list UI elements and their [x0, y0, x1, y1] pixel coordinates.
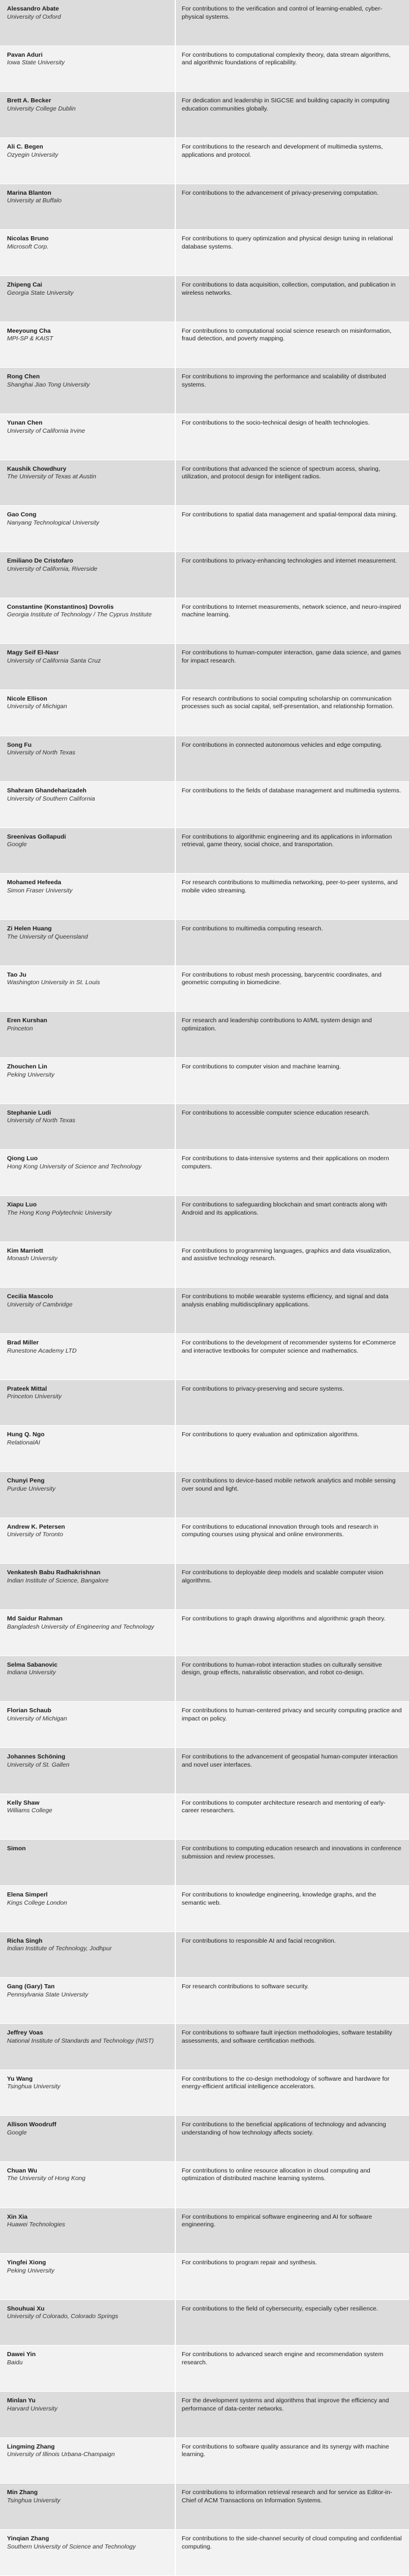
fellow-citation: For contributions to Internet measurements, network science, and neuro-inspired machine learning. — [182, 603, 401, 619]
fellow-affiliation: University at Buffalo — [7, 197, 62, 205]
fellow-affiliation: Southern University of Science and Technology — [7, 2543, 136, 2550]
fellow-citation: For contributions to privacy-enhancing technologies and internet measurement. — [182, 557, 397, 564]
fellow-affiliation: MPI-SP & KAIST — [7, 335, 53, 343]
fellow-name-cell — [0, 828, 176, 874]
fellow-citation: For research contributions to social computing scholarship on communication processes such as social capital, self-presentation, and relationship formation. — [182, 695, 394, 711]
fellow-name: Magy Seif El-Nasr — [7, 649, 59, 657]
fellow-row — [0, 874, 409, 920]
fellow-name-cell — [0, 2208, 176, 2254]
fellow-row — [0, 782, 409, 828]
fellow-name-cell — [0, 1794, 176, 1840]
fellow-affiliation: University of Southern California — [7, 795, 95, 802]
fellow-name-cell — [0, 414, 176, 460]
fellow-row — [0, 2484, 409, 2530]
fellow-citation: For contributions to multimedia computing research. — [182, 925, 323, 933]
fellow-name-cell — [0, 92, 176, 137]
fellow-row — [0, 2300, 409, 2346]
fellow-name: Zhipeng Cai — [7, 281, 43, 288]
fellow-row — [0, 1794, 409, 1840]
fellow-affiliation: RelationalAI — [7, 1439, 40, 1446]
fellow-name-cell — [0, 874, 176, 919]
fellow-row — [0, 1656, 409, 1702]
fellow-row — [0, 1380, 409, 1426]
fellow-name: Andrew K. Petersen — [7, 1523, 65, 1530]
fellow-citation: For contributions to computational social science research on misinformation, fraud detection, and poverty mapping. — [182, 327, 391, 343]
fellow-affiliation: University of North Texas — [7, 749, 75, 757]
fellow-affiliation: Indian Institute of Technology, Jodhpur — [7, 1945, 112, 1953]
fellow-affiliation: Ozyegin University — [7, 151, 58, 158]
fellow-name-cell — [0, 920, 176, 965]
fellow-affiliation: The University of Texas at Austin — [7, 473, 96, 481]
fellow-citation: For contributions to the development of recommender systems for eCommerce and interactive textbooks for computer science and mathematics. — [182, 1339, 396, 1354]
fellow-name: Brett A. Becker — [7, 97, 51, 105]
fellow-row — [0, 506, 409, 552]
fellow-name-cell — [0, 2530, 176, 2575]
fellow-row — [0, 1058, 409, 1104]
fellow-citation: For contributions to the advancement of geospatial human-computer interaction and novel user interfaces. — [182, 1753, 398, 1768]
fellow-name: Richa Singh — [7, 1937, 43, 1944]
fellow-name-cell — [0, 184, 176, 230]
fellow-name-cell — [0, 1840, 176, 1885]
fellow-citation: For contributions to graph drawing algorithms and algorithmic graph theory. — [182, 1615, 386, 1622]
fellow-row — [0, 2162, 409, 2208]
fellow-citation: For contributions to query evaluation and optimization algorithms. — [182, 1431, 359, 1439]
fellow-citation: For contributions to device-based mobile network analytics and mobile sensing over sound and light. — [182, 1477, 396, 1492]
fellow-citation: For contributions to deployable deep models and scalable computer vision algorithms. — [182, 1569, 383, 1584]
fellow-affiliation: Huawei Technologies — [7, 2221, 65, 2229]
fellow-affiliation: Peking University — [7, 1071, 55, 1078]
fellow-name-cell — [0, 2162, 176, 2208]
fellow-citation: For contributions to the beneficial applications of technology and advancing understanding of how technology affects society. — [182, 2121, 386, 2136]
fellow-name-cell — [0, 506, 176, 551]
fellow-name: Allison Woodruff — [7, 2121, 57, 2129]
fellow-affiliation: Purdue University — [7, 1485, 56, 1492]
fellow-citation: For contributions to computer architecture research and mentoring of early-career researchers. — [182, 1799, 386, 1815]
fellow-row — [0, 138, 409, 184]
fellow-name-cell — [0, 1518, 176, 1564]
fellow-citation: For research and leadership contributions to AI/ML system design and optimization. — [182, 1017, 372, 1033]
fellow-name: Mohamed Hefeeda — [7, 879, 61, 887]
fellow-name-cell — [0, 1610, 176, 1656]
fellow-affiliation: Hong Kong University of Science and Technology — [7, 1163, 142, 1171]
fellow-affiliation: Simon Fraser University — [7, 887, 73, 895]
fellow-name: Florian Schaub — [7, 1707, 51, 1715]
fellow-row — [0, 1978, 409, 2024]
fellow-affiliation: Monash University — [7, 1255, 58, 1263]
fellow-citation: For contributions to privacy-preserving and secure systems. — [182, 1385, 344, 1392]
fellow-row — [0, 1012, 409, 1058]
fellow-row — [0, 2070, 409, 2116]
fellow-row — [0, 322, 409, 368]
fellow-name-cell — [0, 2070, 176, 2116]
fellow-name: Lingming Zhang — [7, 2443, 55, 2450]
fellow-citation: For contributions to spatial data management and spatial-temporal data mining. — [182, 511, 397, 519]
fellow-row — [0, 0, 409, 46]
fellow-name: Selma Sabanovic — [7, 1661, 58, 1668]
fellow-row — [0, 184, 409, 230]
fellow-citation: For contributions to the fields of database management and multimedia systems. — [182, 787, 401, 795]
fellow-name: Stephanie Ludi — [7, 1109, 51, 1116]
fellow-citation: For dedication and leadership in SIGCSE and building capacity in computing education communities globally. — [182, 97, 390, 112]
fellow-citation: For contributions to query optimization and physical design tuning in relational database systems. — [182, 235, 393, 250]
fellow-affiliation: Peking University — [7, 2267, 55, 2274]
fellow-affiliation: Tsinghua University — [7, 2083, 61, 2091]
fellow-row — [0, 46, 409, 92]
fellow-name-cell — [0, 2484, 176, 2529]
fellow-name: Qiong Luo — [7, 1155, 38, 1163]
fellow-citation: For contributions to algorithmic engineering and its applications in information retrieval, game theory, social choice, and transportation. — [182, 833, 392, 849]
fellow-affiliation: Runestone Academy LTD — [7, 1347, 77, 1354]
fellow-name-cell — [0, 1426, 176, 1471]
fellow-row — [0, 1242, 409, 1288]
fellow-affiliation: University of St. Gallen — [7, 1761, 70, 1768]
fellow-row — [0, 552, 409, 598]
fellow-affiliation: The Hong Kong Polytechnic University — [7, 1209, 112, 1216]
fellow-affiliation: Princeton — [7, 1025, 33, 1033]
fellow-name-cell — [0, 1196, 176, 1242]
fellow-row — [0, 2438, 409, 2484]
fellow-row — [0, 1886, 409, 1932]
fellow-name: Jeffrey Voas — [7, 2029, 43, 2036]
fellow-name-cell — [0, 276, 176, 322]
fellow-name-cell — [0, 552, 176, 598]
fellow-name-cell — [0, 2346, 176, 2391]
fellow-name: Meeyoung Cha — [7, 327, 51, 334]
fellow-citation: For contributions to data-intensive systems and their applications on modern computers. — [182, 1155, 389, 1171]
fellow-name: Pavan Aduri — [7, 51, 43, 58]
fellow-row — [0, 1288, 409, 1334]
fellow-name: Kelly Shaw — [7, 1799, 40, 1806]
fellow-name: Rong Chen — [7, 373, 40, 381]
fellow-row — [0, 828, 409, 874]
fellow-name-cell — [0, 2392, 176, 2437]
fellow-name-cell — [0, 736, 176, 782]
fellow-name-cell — [0, 368, 176, 413]
fellow-citation: For contributions to computing education research and innovations in conference submission and review processes. — [182, 1845, 401, 1860]
fellow-name-cell — [0, 598, 176, 644]
fellow-row — [0, 1334, 409, 1380]
fellow-affiliation: University of North Texas — [7, 1117, 75, 1125]
fellow-citation: For contributions that advanced the science of spectrum access, sharing, utilization, and protocol design for intelligent radios. — [182, 465, 380, 481]
fellow-citation: For contributions to robust mesh processing, barycentric coordinates, and geometric computing in biomedicine. — [182, 971, 382, 987]
fellow-name-cell — [0, 1012, 176, 1057]
fellow-name: Simon — [7, 1845, 26, 1853]
fellow-affiliation: Harvard University — [7, 2405, 58, 2412]
fellow-name: Ali C. Begen — [7, 143, 43, 150]
fellow-name: Emiliano De Cristofaro — [7, 557, 74, 564]
fellow-citation: For contributions to the field of cybersecurity, especially cyber resilience. — [182, 2305, 378, 2312]
fellow-citation: For contributions to knowledge engineering, knowledge graphs, and the semantic web. — [182, 1891, 376, 1906]
fellow-row — [0, 1564, 409, 1610]
fellow-citation: For contributions to empirical software engineering and AI for software engineering. — [182, 2213, 372, 2229]
fellow-name: Dawei Yin — [7, 2351, 36, 2358]
fellow-affiliation: University of Oxford — [7, 13, 61, 20]
fellow-row — [0, 2254, 409, 2300]
fellow-name: Marina Blanton — [7, 189, 51, 196]
fellow-citation: For research contributions to multimedia networking, peer-to-peer systems, and mobile video streaming. — [182, 879, 398, 895]
fellow-citation: For contributions to accessible computer science education research. — [182, 1109, 370, 1116]
fellow-name-cell — [0, 1564, 176, 1609]
fellow-row — [0, 920, 409, 966]
fellow-name: Nicolas Bruno — [7, 235, 49, 243]
fellow-name: Minlan Yu — [7, 2397, 36, 2405]
fellow-citation: For contributions to the verification and control of learning-enabled, cyber-physical systems. — [182, 5, 383, 20]
fellow-citation: For contributions to human-robot interaction studies on culturally sensitive design, group effects, naturalistic observation, and robot co-design. — [182, 1661, 382, 1677]
fellow-name-cell — [0, 1886, 176, 1932]
fellow-name-cell — [0, 2024, 176, 2070]
fellow-name-cell — [0, 138, 176, 184]
fellow-name-cell — [0, 2300, 176, 2346]
fellow-affiliation: Indian Institute of Science, Bangalore — [7, 1577, 109, 1584]
fellow-citation: For contributions to human-centered privacy and security computing practice and impact on policy. — [182, 1707, 402, 1722]
fellow-name: Cecilia Mascolo — [7, 1293, 53, 1301]
fellow-affiliation: National Institute of Standards and Technology (NIST) — [7, 2037, 154, 2044]
fellow-affiliation: Baidu — [7, 2359, 23, 2367]
fellow-citation: For contributions to advanced search engine and recommendation system research. — [182, 2351, 383, 2367]
fellow-row — [0, 1748, 409, 1794]
fellow-name: Sreenivas Gollapudi — [7, 833, 66, 840]
fellow-citation: For contributions to computer vision and machine learning. — [182, 1063, 341, 1071]
fellow-name-cell — [0, 46, 176, 92]
fellow-row — [0, 1196, 409, 1242]
fellow-name: Elena Simperl — [7, 1891, 48, 1898]
fellow-name: Shouhuai Xu — [7, 2305, 45, 2312]
fellow-row — [0, 2392, 409, 2438]
fellow-citation: For research contributions to software security. — [182, 1983, 309, 1991]
fellow-row — [0, 2530, 409, 2576]
fellow-affiliation: The University of Queensland — [7, 933, 88, 940]
fellow-row — [0, 1518, 409, 1564]
fellow-name: Song Fu — [7, 741, 32, 749]
fellow-name: Prateek Mittal — [7, 1385, 47, 1392]
fellow-citation: For contributions to the socio-technical design of health technologies. — [182, 419, 370, 426]
fellow-affiliation: University of Toronto — [7, 1531, 63, 1539]
fellow-citation: For contributions to the co-design methodology of software and hardware for energy-efficient artificial intelligence accelerators. — [182, 2075, 390, 2091]
fellow-row — [0, 2116, 409, 2162]
fellow-affiliation: Georgia Institute of Technology / The Cyprus Institute — [7, 611, 152, 619]
fellow-name-cell — [0, 690, 176, 736]
fellow-name-cell — [0, 1150, 176, 1195]
fellow-row — [0, 1932, 409, 1978]
fellow-name: Yunan Chen — [7, 419, 43, 426]
fellow-affiliation: University College Dublin — [7, 105, 76, 112]
fellow-name: Yu Wang — [7, 2075, 33, 2082]
fellow-citation: For contributions to mobile wearable systems efficiency, and signal and data analysis enabling multidisciplinary applications. — [182, 1293, 389, 1309]
fellow-row — [0, 598, 409, 644]
fellow-name: Shahram Ghandeharizadeh — [7, 787, 86, 795]
fellow-name: Gang (Gary) Tan — [7, 1983, 55, 1991]
fellow-affiliation: Tsinghua University — [7, 2497, 61, 2505]
fellow-affiliation: University of California Santa Cruz — [7, 657, 101, 664]
fellow-name-cell — [0, 230, 176, 275]
fellow-citation: For contributions to the side-channel security of cloud computing and confidential computing. — [182, 2535, 402, 2550]
fellow-name-cell — [0, 1058, 176, 1103]
fellow-affiliation: Indiana University — [7, 1669, 56, 1677]
fellow-name: Min Zhang — [7, 2489, 38, 2496]
fellow-name-cell — [0, 1702, 176, 1747]
fellow-name: Hung Q. Ngo — [7, 1431, 45, 1439]
fellow-name: Johannes Schöning — [7, 1753, 65, 1760]
fellow-name-cell — [0, 2438, 176, 2484]
fellow-citation: For contributions to human-computer interaction, game data science, and games for impact research. — [182, 649, 401, 664]
fellow-name: Constantine (Konstantinos) Dovrolis — [7, 603, 114, 611]
fellow-affiliation: Iowa State University — [7, 59, 65, 67]
fellow-name: Yingfei Xiong — [7, 2259, 46, 2267]
fellow-affiliation: Washington University in St. Louis — [7, 979, 100, 987]
fellow-citation: For contributions to software fault injection methodologies, software testability assessments, and software certification methods. — [182, 2029, 393, 2044]
fellow-row — [0, 1150, 409, 1196]
fellow-name-cell — [0, 1748, 176, 1794]
fellow-affiliation: Pennsylvania State University — [7, 1991, 88, 1998]
fellow-row — [0, 368, 409, 414]
fellow-row — [0, 460, 409, 506]
fellow-affiliation: University of Colorado, Colorado Springs — [7, 2313, 119, 2320]
fellow-name-cell — [0, 2116, 176, 2161]
fellow-name: Alessandro Abate — [7, 5, 59, 12]
fellow-row — [0, 1610, 409, 1656]
fellow-name: Venkatesh Babu Radhakrishnan — [7, 1569, 100, 1577]
fellow-row — [0, 1426, 409, 1472]
fellow-citation: For contributions to improving the performance and scalability of distributed systems. — [182, 373, 386, 388]
fellow-citation: For contributions to program repair and synthesis. — [182, 2259, 317, 2267]
fellow-affiliation: Nanyang Technological University — [7, 519, 99, 526]
fellow-name: Nicole Ellison — [7, 695, 47, 702]
fellow-name-cell — [0, 782, 176, 827]
fellow-row — [0, 966, 409, 1012]
fellow-name-cell — [0, 1288, 176, 1333]
fellow-name-cell — [0, 1978, 176, 2023]
fellow-row — [0, 2208, 409, 2254]
fellow-row — [0, 1104, 409, 1150]
fellow-affiliation: Google — [7, 2129, 27, 2136]
fellow-name-cell — [0, 2254, 176, 2299]
fellow-name: Chunyi Peng — [7, 1477, 45, 1484]
fellow-citation: For contributions to the research and development of multimedia systems, applications and protocol. — [182, 143, 383, 158]
fellow-row — [0, 736, 409, 782]
fellow-affiliation: Georgia State University — [7, 289, 74, 296]
fellow-row — [0, 644, 409, 690]
fellow-citation: For contributions to responsible AI and facial recognition. — [182, 1937, 336, 1944]
fellow-affiliation: The University of Hong Kong — [7, 2175, 86, 2182]
fellow-affiliation: Kings College London — [7, 1899, 67, 1906]
fellow-name: Gao Cong — [7, 511, 37, 519]
fellow-affiliation: University of Cambridge — [7, 1301, 73, 1309]
fellow-name-cell — [0, 1242, 176, 1288]
fellow-citation: For contributions to computational complexity theory, data stream algorithms, and algorithmic foundations of replicability. — [182, 51, 391, 67]
fellow-citation: For contributions to programming languages, graphics and data visualization, and assistive technology research. — [182, 1247, 391, 1263]
fellow-affiliation: Princeton University — [7, 1393, 62, 1401]
fellow-name-cell — [0, 322, 176, 368]
fellow-citation: For contributions to educational innovation through tools and research in computing courses using physical and online environments. — [182, 1523, 379, 1539]
fellow-name: Brad Miller — [7, 1339, 39, 1347]
fellow-affiliation: Microsoft Corp. — [7, 243, 49, 250]
fellow-name-cell — [0, 1104, 176, 1150]
fellow-name: Kaushik Chowdhury — [7, 465, 67, 473]
fellow-name-cell — [0, 0, 176, 46]
fellow-affiliation: University of California, Riverside — [7, 565, 98, 573]
fellow-name-cell — [0, 1380, 176, 1426]
fellow-name: Kim Marriott — [7, 1247, 43, 1254]
fellow-row — [0, 2024, 409, 2070]
fellow-citation: For contributions to software quality assurance and its synergy with machine learning. — [182, 2443, 389, 2458]
fellow-name: Xin Xia — [7, 2213, 28, 2220]
fellow-name-cell — [0, 966, 176, 1012]
fellow-row — [0, 230, 409, 276]
fellow-row — [0, 414, 409, 460]
fellow-row — [0, 1702, 409, 1748]
fellow-name: Md Saidur Rahman — [7, 1615, 63, 1622]
fellow-citation: For contributions to safeguarding blockchain and smart contracts along with Android and its applications. — [182, 1201, 387, 1216]
fellow-citation: For contributions to data acquisition, collection, computation, and publication in wireless networks. — [182, 281, 396, 296]
fellow-name-cell — [0, 644, 176, 689]
fellow-affiliation: Bangladesh University of Engineering and Technology — [7, 1623, 154, 1630]
fellow-affiliation: Shanghai Jiao Tong University — [7, 381, 90, 388]
fellow-affiliation: University of Michigan — [7, 1715, 67, 1722]
fellow-name-cell — [0, 1334, 176, 1380]
fellow-name-cell — [0, 1932, 176, 1978]
fellow-citation: For contributions in connected autonomous vehicles and edge computing. — [182, 741, 383, 749]
fellow-row — [0, 1840, 409, 1886]
fellow-citation: For contributions to information retrieval research and for service as Editor-in-Chief of ACM Transactions on Information Systems. — [182, 2489, 393, 2505]
fellow-name: Chuan Wu — [7, 2167, 37, 2174]
fellow-citation: For contributions to online resource allocation in cloud computing and optimization of distributed machine learning systems. — [182, 2167, 370, 2182]
fellow-row — [0, 276, 409, 322]
fellow-name: Tao Ju — [7, 971, 27, 978]
fellow-row — [0, 1472, 409, 1518]
fellow-name: Xiapu Luo — [7, 1201, 37, 1209]
fellow-affiliation: University of California Irvine — [7, 427, 85, 434]
fellow-citation: For contributions to the advancement of privacy-preserving computation. — [182, 189, 379, 196]
fellow-affiliation: University of Michigan — [7, 703, 67, 711]
fellow-name-cell — [0, 1472, 176, 1518]
fellow-name: Zhouchen Lin — [7, 1063, 47, 1071]
fellow-name: Eren Kurshan — [7, 1017, 47, 1025]
fellow-affiliation: Google — [7, 841, 27, 849]
fellow-row — [0, 2346, 409, 2392]
fellow-citation: For the development systems and algorithms that improve the efficiency and performance of data-center networks. — [182, 2397, 389, 2412]
fellow-name-cell — [0, 460, 176, 506]
fellow-name: Zi Helen Huang — [7, 925, 52, 933]
fellow-name: Yinqian Zhang — [7, 2535, 49, 2543]
fellow-affiliation: Williams College — [7, 1807, 53, 1815]
fellow-row — [0, 92, 409, 138]
fellow-row — [0, 690, 409, 736]
fellow-affiliation: University of Illinois Urbana-Champaign — [7, 2451, 115, 2458]
fellow-name-cell — [0, 1656, 176, 1702]
